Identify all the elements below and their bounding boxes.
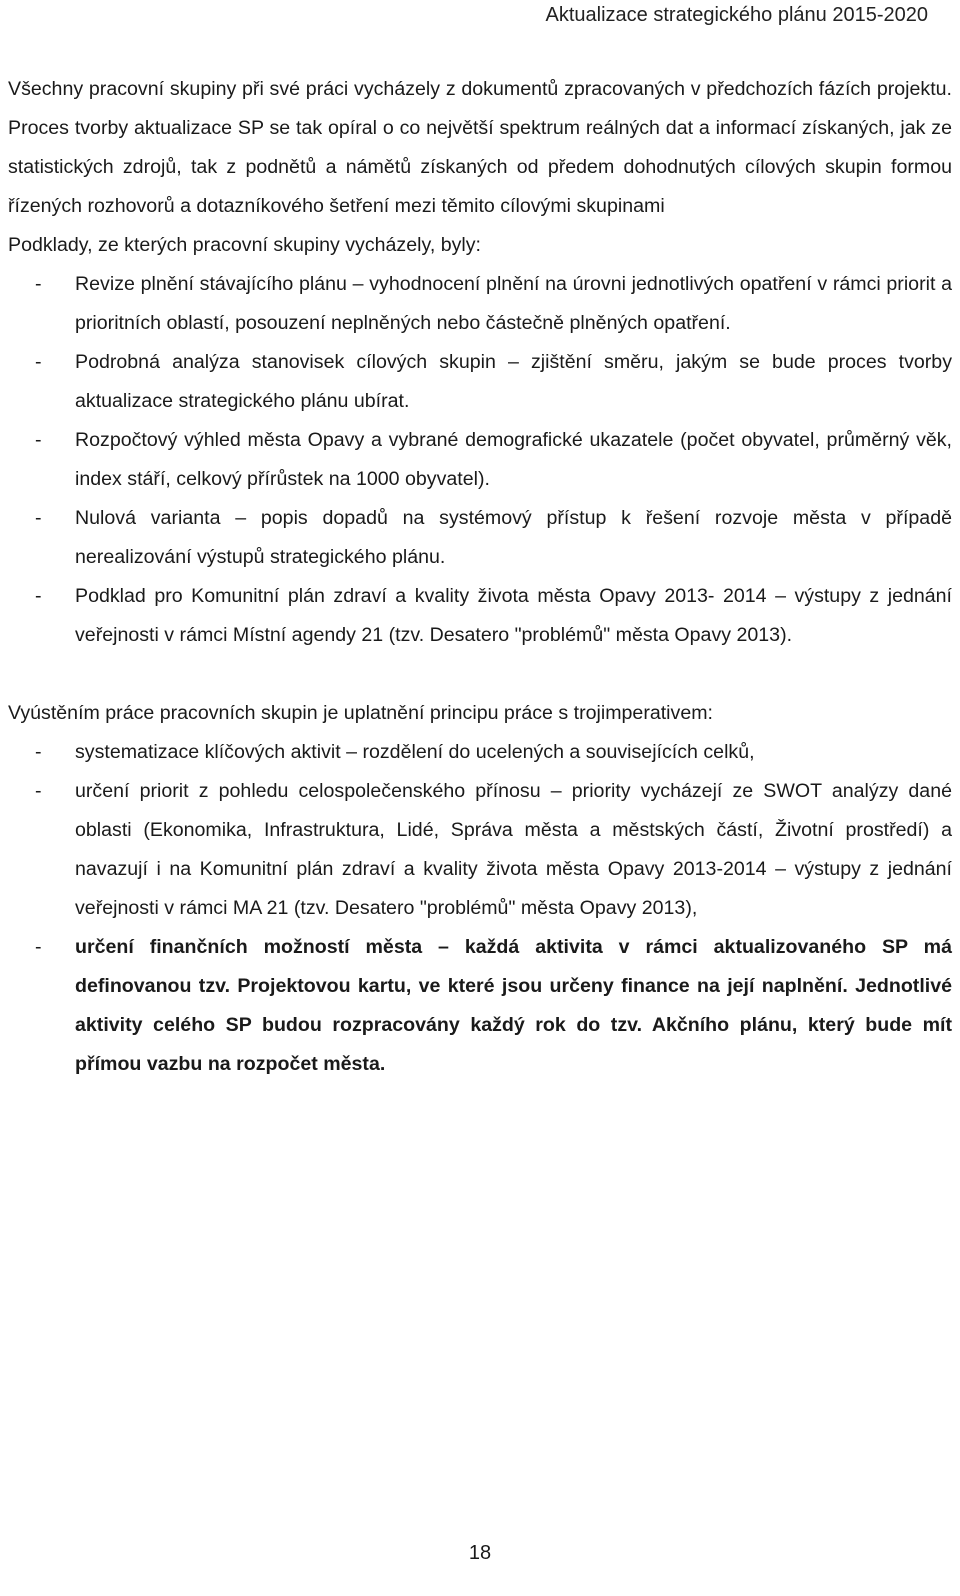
dash-bullet: -: [35, 936, 42, 958]
list-item: [8, 343, 952, 421]
outcome-list: [8, 733, 952, 1084]
sources-lead: Podklady, ze kterých pracovní skupiny vycházely, byly:: [8, 234, 481, 256]
list-item-text: systematizace klíčových aktivit – rozdělení do ucelených a souvisejících celků,: [75, 741, 755, 763]
dash-bullet: -: [35, 351, 42, 373]
dash-bullet: -: [35, 273, 42, 295]
intro-paragraph: Všechny pracovní skupiny při své práci vycházely z dokumentů zpracovaných v předchozích fázích projektu. Proces tvorby aktualizace SP se tak opíral o co největší spektrum reálných dat a informací získaných, jak ze statistických zdrojů, tak z podnětů a námětů získaných od předem dohodnutých cílových skupin formou řízených rozhovorů a dotazníkového šetření mezi těmito cílovými skupinami: [8, 78, 952, 217]
page-header: Aktualizace strategického plánu 2015-2020: [545, 4, 928, 26]
sources-list: [8, 265, 952, 655]
list-item: [8, 265, 952, 343]
dash-bullet: -: [35, 429, 42, 451]
dash-bullet: -: [35, 507, 42, 529]
list-item: [8, 421, 952, 499]
list-item: [8, 733, 952, 772]
list-item-text: Podklad pro Komunitní plán zdraví a kvality života města Opavy 2013- 2014 – výstupy z jednání veřejnosti v rámci Místní agendy 21 (tzv. Desatero "problémů" města Opavy 2013).: [75, 585, 952, 646]
section-spacer: [8, 655, 952, 694]
list-item-text: Podrobná analýza stanovisek cílových skupin – zjištění směru, jakým se bude proces tvorby aktualizace strategického plánu ubírat.: [75, 351, 952, 412]
dash-bullet: -: [35, 585, 42, 607]
list-item: [8, 772, 952, 928]
page-number: 18: [468, 1542, 492, 1564]
dash-bullet: -: [35, 741, 42, 763]
list-item-emphasized: [8, 928, 952, 1084]
outcome-lead: Vyústěním práce pracovních skupin je uplatnění principu práce s trojimperativem:: [8, 702, 713, 724]
list-item-text: Revize plnění stávajícího plánu – vyhodnocení plnění na úrovni jednotlivých opatření v rámci priorit a prioritních oblastí, posouzení neplněných nebo částečně plněných opatření.: [75, 273, 952, 334]
list-item: [8, 499, 952, 577]
list-item-text: určení priorit z pohledu celospolečenského přínosu – priority vycházejí ze SWOT analýzy dané oblasti (Ekonomika, Infrastruktura, Lidé, Správa města a městských částí, Životní prostředí) a navazují i na Komunitní plán zdraví a kvality života města Opavy 2013-2014 – výstupy z jednání veřejnosti v rámci MA 21 (tzv. Desatero "problémů" města Opavy 2013),: [75, 780, 952, 919]
list-item-text: Rozpočtový výhled města Opavy a vybrané demografické ukazatele (počet obyvatel, průměrný věk, index stáří, celkový přírůstek na 1000 obyvatel).: [75, 429, 952, 490]
document-body: [8, 70, 952, 1084]
list-item: [8, 577, 952, 655]
list-item-text: určení finančních možností města – každá aktivita v rámci aktualizovaného SP má definovanou tzv. Projektovou kartu, ve které jsou určeny finance na její naplnění. Jednotlivé aktivity celého SP budou rozpracovány každý rok do tzv. Akčního plánu, který bude mít přímou vazbu na rozpočet města.: [75, 936, 952, 1075]
dash-bullet: -: [35, 780, 42, 802]
list-item-text: Nulová varianta – popis dopadů na systémový přístup k řešení rozvoje města v případě nerealizování výstupů strategického plánu.: [75, 507, 952, 568]
